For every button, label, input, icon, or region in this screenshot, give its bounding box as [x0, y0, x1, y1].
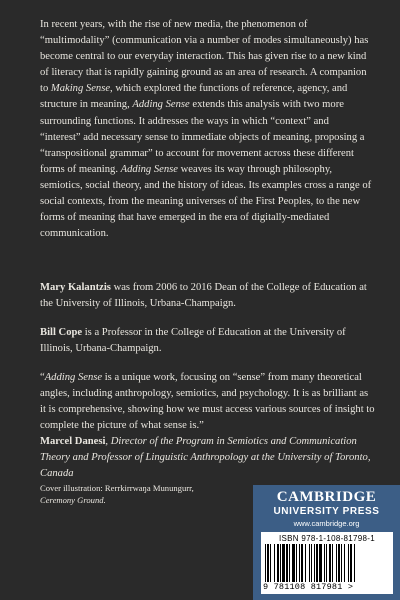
- blurb-text: extends this analysis with two more surrounding functions. It addresses the ways in which “context” and “interest” add necessary sense to immediate objects of meaning, proposing a “transpositional grammar” to account for movement across these different forms of meaning.: [40, 99, 365, 175]
- barcode-bar: [267, 544, 269, 582]
- barcode-bar: [270, 544, 271, 582]
- barcode-bar: [309, 544, 310, 582]
- publisher-press: UNIVERSITY PRESS: [273, 506, 380, 517]
- quote-book-title: Adding Sense: [44, 372, 103, 383]
- book-title: Making Sense: [50, 83, 111, 95]
- credit-line: Cover illustration: Rerrkirrwaŋa Munungurr,: [40, 483, 194, 493]
- isbn-label: ISBN 978-1-108-81798-1: [279, 534, 375, 543]
- barcode-bar: [265, 544, 266, 582]
- endorser-name: Marcel Danesi: [40, 436, 106, 447]
- blurb-text: , which explored the functions of reference, agency, and structure in meaning,: [40, 83, 348, 111]
- isbn-barcode-block: [261, 532, 393, 594]
- barcode-bar: [311, 544, 312, 582]
- barcode-bar: [348, 544, 349, 582]
- barcode-bar: [299, 544, 300, 582]
- blurb-text: weaves its way through philosophy, semiotics, social theory, and the history of ideas. Its examples cross a range of social contexts, from the meaning universes of the First Peoples, to the new forms of meaning that have emerged in the era of digitally-mediated communication.: [40, 163, 372, 240]
- barcode-bar: [316, 544, 318, 582]
- cover-illustration-credit: [40, 482, 240, 506]
- barcode-bar: [326, 544, 327, 582]
- barcode-bar: [329, 544, 331, 582]
- barcode-bar: [344, 544, 345, 582]
- barcode-bar: [324, 544, 325, 582]
- endorser-role: , Director of the Program in Semiotics and Communication Theory and Professor of Linguistic Anthropology at the University of Toronto, Canada: [40, 436, 371, 479]
- barcode-bar: [277, 544, 279, 582]
- barcode-bar: [354, 544, 355, 582]
- barcode-bar: [350, 544, 352, 582]
- endorsement-quote: [40, 370, 375, 482]
- barcode-bar: [280, 544, 281, 582]
- author-name: Bill Cope: [40, 327, 83, 338]
- barcode-bar: [305, 544, 306, 582]
- blurb-text: In recent years, with the rise of new media, the phenomenon of “multimodality” (communication via a number of modes simultaneously) has become central to our everyday interaction. This has given rise to a new kind of literacy that is rapidly gaining ground as an area of research. A companion to: [40, 19, 369, 95]
- author-name: Mary Kalantzis: [40, 282, 111, 293]
- barcode-bar: [282, 544, 285, 582]
- blurb-paragraph: [40, 17, 372, 242]
- author-bio-text: is a Professor in the College of Education at the University of Illinois, Urbana-Champaign.: [40, 327, 346, 354]
- barcode-bar: [314, 544, 315, 582]
- barcode-bar: [338, 544, 340, 582]
- barcode-bar: [292, 544, 295, 582]
- barcode-digits: 9 781108 817981 >: [263, 582, 354, 592]
- barcode-bar: [341, 544, 342, 582]
- barcode-bar: [301, 544, 303, 582]
- barcode-bar: [274, 544, 275, 582]
- barcode-bar: [319, 544, 322, 582]
- publisher-url: www.cambridge.org: [293, 519, 360, 528]
- barcode-bar: [332, 544, 333, 582]
- barcode-bar: [296, 544, 297, 582]
- barcode-bar: [289, 544, 290, 582]
- barcode-bar: [336, 544, 337, 582]
- quote-text: “Adding Sense is a unique work, focusing on “sense” from many theoretical angles, including anthropology, semiotics, and psychology. It is as brilliant as it is comprehensive, showing how we must access various sources of insight to complete the picture of what sense is.”: [40, 372, 375, 431]
- publisher-logo-name: CAMBRIDGE: [276, 489, 377, 505]
- barcode-icon: [265, 544, 389, 582]
- author-bio-text: was from 2006 to 2016 Dean of the College of Education at the University of Illinois, Urbana-Champaign.: [40, 282, 367, 309]
- author-bio-cope: [40, 325, 370, 357]
- book-title: Adding Sense: [132, 99, 190, 111]
- quote-attribution: [40, 434, 375, 482]
- artwork-title: Ceremony Ground.: [40, 495, 106, 505]
- book-title: Adding Sense: [120, 163, 178, 175]
- book-blurb: [40, 17, 372, 242]
- barcode-bar: [286, 544, 288, 582]
- author-bio-kalantzis: [40, 280, 370, 312]
